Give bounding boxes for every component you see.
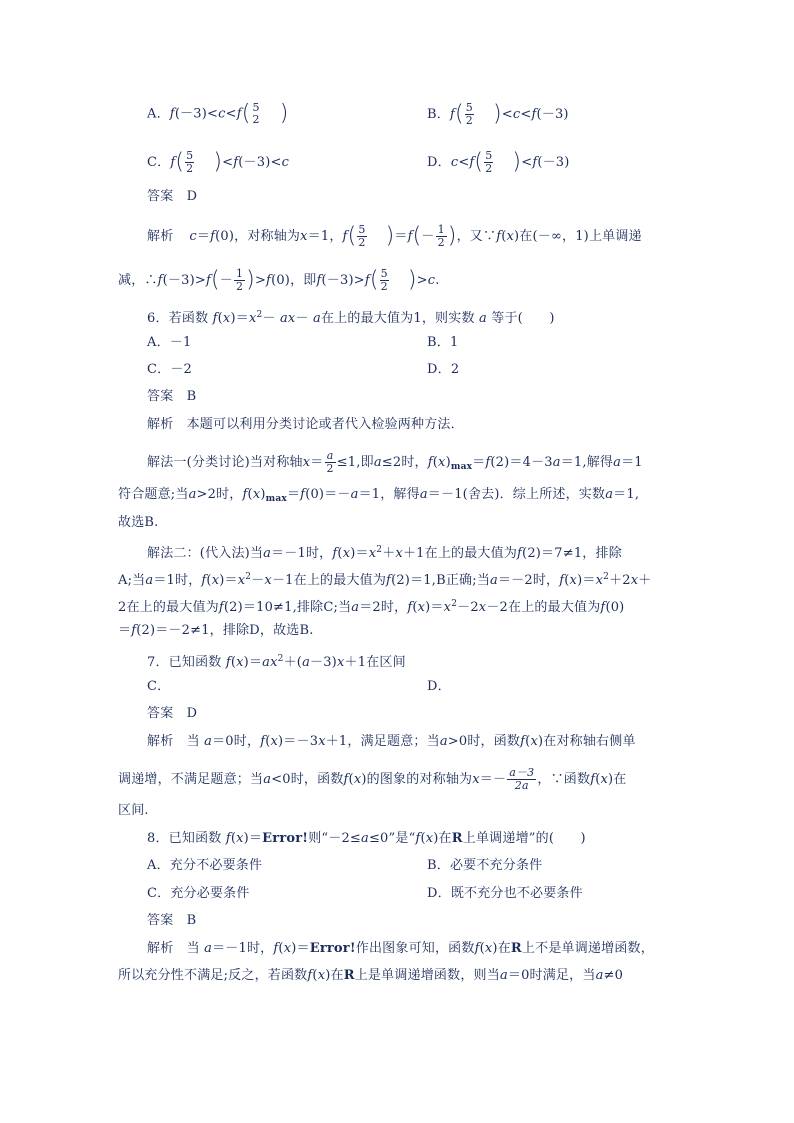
q8-option-d: D．既不充分也不必要条件 bbox=[427, 886, 583, 901]
q5-option-d: D．c<f( $\frac{5}{2}$ )<f(－3) bbox=[427, 149, 570, 175]
q7-analysis-line3: 区间. bbox=[118, 803, 149, 818]
q7-option-c: C． bbox=[147, 679, 171, 694]
q8-answer: 答案 B bbox=[147, 913, 197, 928]
q6-option-b: B．1 bbox=[427, 335, 459, 350]
q5-option-c: C．f( $\frac{5}{2}$ )<f(－3)<c bbox=[147, 149, 290, 175]
q8-stem: 8．已知函数 f(x)＝Error!则“－2≤a≤0”是“f(x)在R上单调递增”的( ) bbox=[147, 831, 586, 846]
q6-method1-line1: 解法一(分类讨论)当对称轴x＝ $\frac{a}{2}$ ≤1,即a≤2时，$f(x)_{max}=f(2)=4-3a=1$,解得a＝1 bbox=[147, 449, 643, 475]
q6-method1-line3: 故选B. bbox=[118, 515, 159, 530]
q6-stem: 6．若函数 $f(x)=x^2- ax- a$在上的最大值为1，则实数 a 等于( ) bbox=[147, 310, 555, 326]
q5-analysis-line2: 减，∴f(－3)>f(－ $\frac{1}{2}$ )>f(0)，即f(－3)>f( $\frac{5}{2}$ )>c. bbox=[118, 267, 440, 293]
q7-stem: 7．已知函数 $f(x)=ax^2+(a-3)x+1$在区间 bbox=[147, 654, 406, 670]
q6-method2-line1: 解法二：(代入法)当a＝－1时，$f(x)=x^2+x+1$在上的最大值为f(2)＝7≠1，排除 bbox=[147, 545, 622, 561]
q8-option-c: C．充分必要条件 bbox=[147, 886, 250, 901]
q5-analysis-line1: 解析 c＝f(0)，对称轴为x＝1，f( $\frac{5}{2}$ )＝f(－ $\frac{1}{2}$ )，又∵f(x)在(－∞，1)上单调递 bbox=[147, 223, 642, 249]
q8-option-a: A．充分不必要条件 bbox=[147, 858, 263, 873]
q6-analysis: 解析 本题可以利用分类讨论或者代入检验两种方法． bbox=[147, 417, 464, 432]
q8-option-b: B．必要不充分条件 bbox=[427, 858, 543, 873]
q6-option-c: C．－2 bbox=[147, 362, 193, 377]
q6-option-d: D．2 bbox=[427, 362, 460, 377]
q8-analysis-line2: 所以充分性不满足;反之，若函数f(x)在R上是单调递增函数，则当a＝0时满足，当a≠0 bbox=[118, 968, 624, 983]
q6-option-a: A．－1 bbox=[147, 335, 192, 350]
q5-option-b: B．f( $\frac{5}{2}$ )<c<f(－3) bbox=[427, 101, 569, 127]
q8-analysis-line1: 解析 当 a＝－1时，f(x)＝Error!作出图象可知，函数f(x)在R上不是单调递增函数， bbox=[147, 941, 654, 956]
q7-analysis-line2: 调递增，不满足题意；当a<0时，函数f(x)的图象的对称轴为x＝－ $\frac{a-3}{2a}$ ，∵函数f(x)在 bbox=[118, 766, 627, 792]
q6-method2-line4: ＝f(2)＝－2≠1，排除D，故选B. bbox=[118, 623, 314, 638]
q6-answer: 答案 B bbox=[147, 389, 197, 404]
q7-answer: 答案 D bbox=[147, 706, 198, 721]
q7-analysis-line1: 解析 当 a＝0时，f(x)＝－3x＋1，满足题意；当a>0时，函数f(x)在对称轴右侧单 bbox=[147, 734, 636, 749]
q6-method2-line2: A;当a＝1时，$f(x)=x^2-x-1$在上的最大值为f(2)＝1,B正确;当a＝－2时，$f(x)=x^2+2x+$ bbox=[118, 572, 652, 588]
q7-option-d: D． bbox=[427, 679, 451, 694]
q6-method1-line2: 符合题意;当a>2时，$f(x)_{max}=f(0)=-a=1$，解得a＝－1(舍去)．综上所述，实数a＝1, bbox=[118, 487, 640, 504]
q5-option-a: A．f(－3)<c<f( 5 2 ) bbox=[147, 101, 289, 126]
q5-answer: 答案 D bbox=[147, 189, 198, 204]
q6-method2-line3: 2在上的最大值为f(2)＝10≠1,排除C;当a＝2时，$f(x)=x^2-2x-2$在上的最大值为f(0) bbox=[118, 599, 625, 615]
